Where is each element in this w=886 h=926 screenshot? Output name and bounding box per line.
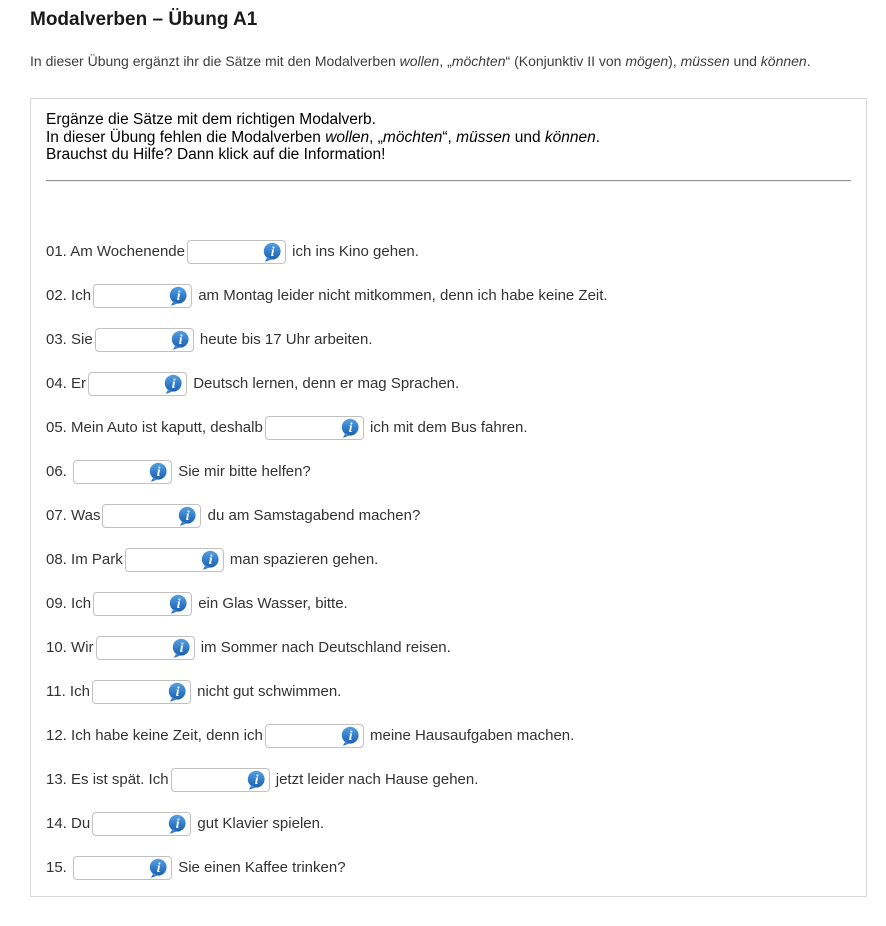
- info-icon-button[interactable]: [163, 374, 183, 394]
- answer-blank: [92, 812, 191, 836]
- info-icon-button[interactable]: [170, 330, 190, 350]
- item-number: 13.: [46, 770, 67, 788]
- item-number: 09.: [46, 594, 67, 612]
- answer-blank: [92, 680, 191, 704]
- item-text-before: Ich: [71, 594, 92, 612]
- item-text-after: jetzt leider nach Hause gehen.: [275, 770, 479, 788]
- info-icon-button[interactable]: [171, 638, 191, 658]
- exercise-item-row: [46, 856, 851, 880]
- answer-blank: [187, 240, 286, 264]
- item-text-after: ein Glas Wasser, bitte.: [198, 594, 348, 612]
- answer-blank: [265, 416, 364, 440]
- info-i-glyph: i: [186, 507, 190, 523]
- info-icon-button[interactable]: [167, 682, 187, 702]
- instruction-verb: wollen: [325, 128, 370, 146]
- answer-blank: [125, 548, 224, 572]
- info-i-glyph: i: [175, 815, 180, 831]
- instruction-text: In dieser Übung fehlen die Modalverben: [46, 128, 326, 146]
- item-number: 06.: [46, 462, 67, 480]
- info-balloon-icon: [148, 858, 168, 878]
- instruction-line-2: [46, 129, 851, 147]
- item-number: 07.: [46, 506, 67, 524]
- answer-blank: [95, 328, 194, 352]
- item-text-after: nicht gut schwimmen.: [197, 682, 342, 700]
- item-text-after: ich ins Kino gehen.: [292, 242, 419, 260]
- item-text-after: Deutsch lernen, denn er mag Sprachen.: [193, 374, 460, 392]
- info-icon-button[interactable]: [168, 594, 188, 614]
- exercise-item-row: [46, 240, 851, 264]
- answer-blank: [73, 460, 172, 484]
- info-i-glyph: i: [348, 727, 353, 743]
- page-title: Modalverben – Übung A1: [30, 9, 258, 30]
- intro-text: “ (Konjunktiv II von: [505, 53, 626, 69]
- answer-blank: [171, 768, 270, 792]
- info-i-glyph: i: [254, 771, 259, 787]
- instruction-verb: können: [544, 128, 596, 146]
- info-balloon-icon: [168, 286, 188, 306]
- item-text-before: Er: [71, 374, 87, 392]
- item-number: 08.: [46, 550, 67, 568]
- exercise-item-row: [46, 636, 851, 660]
- item-number: 01.: [46, 242, 67, 260]
- info-i-glyph: i: [171, 375, 176, 391]
- instruction-verb: möchten: [382, 128, 443, 146]
- instruction-text: .: [595, 128, 601, 146]
- intro-verb: wollen: [399, 53, 440, 69]
- answer-blank: [265, 724, 364, 748]
- intro-text: .: [806, 53, 811, 69]
- info-icon-button[interactable]: [177, 506, 197, 526]
- exercise-item-row: [46, 680, 851, 704]
- item-number: 03.: [46, 330, 67, 348]
- item-text-after: am Montag leider nicht mitkommen, denn ich habe keine Zeit.: [198, 286, 608, 304]
- info-balloon-icon: [171, 638, 191, 658]
- info-balloon-icon: [168, 594, 188, 614]
- item-text-after: Sie mir bitte helfen?: [178, 462, 311, 480]
- exercise-item-row: [46, 724, 851, 748]
- item-text-after: meine Hausaufgaben machen.: [370, 726, 575, 744]
- item-text-before: Du: [71, 814, 91, 832]
- info-icon-button[interactable]: [148, 858, 168, 878]
- instruction-text: und: [510, 128, 545, 146]
- intro-verb: können: [760, 53, 807, 69]
- exercise-instructions: [46, 111, 851, 164]
- info-balloon-icon: [177, 506, 197, 526]
- info-icon-button[interactable]: [246, 770, 266, 790]
- info-icon-button[interactable]: [340, 726, 360, 746]
- info-balloon-icon: [340, 726, 360, 746]
- item-text-before: Ich: [71, 286, 92, 304]
- intro-text: und: [729, 53, 761, 69]
- info-i-glyph: i: [270, 243, 275, 259]
- instruction-text: , „: [369, 128, 383, 146]
- item-text-before: Mein Auto ist kaputt, deshalb: [71, 418, 263, 436]
- item-number: 02.: [46, 286, 67, 304]
- intro-text: In dieser Übung ergänzt ihr die Sätze mit den Modalverben: [30, 53, 400, 69]
- info-i-glyph: i: [156, 859, 161, 875]
- item-text-after: du am Samstagabend machen?: [207, 506, 421, 524]
- intro-verb: müssen: [680, 53, 730, 69]
- info-i-glyph: i: [176, 595, 181, 611]
- item-text-after: gut Klavier spielen.: [197, 814, 325, 832]
- exercise-item-row: [46, 768, 851, 792]
- item-text-before: Es ist spät. Ich: [71, 770, 169, 788]
- item-text-before: Ich habe keine Zeit, denn ich: [71, 726, 263, 744]
- item-text-before: Ich: [69, 682, 90, 700]
- intro-text: ),: [668, 53, 681, 69]
- info-i-glyph: i: [175, 683, 180, 699]
- exercise-box: [30, 98, 867, 897]
- exercise-item-row: [46, 284, 851, 308]
- answer-blank: [93, 284, 192, 308]
- exercise-item-row: [46, 548, 851, 572]
- info-balloon-icon: [167, 814, 187, 834]
- exercise-items: [46, 240, 851, 880]
- exercise-item-row: [46, 460, 851, 484]
- info-i-glyph: i: [156, 463, 161, 479]
- instruction-line-1: Ergänze die Sätze mit dem richtigen Modalverb.: [46, 111, 376, 128]
- item-text-after: man spazieren gehen.: [229, 550, 379, 568]
- exercise-item-row: [46, 416, 851, 440]
- item-number: 11.: [46, 682, 66, 700]
- page-intro: [30, 48, 867, 74]
- item-text-before: Sie: [71, 330, 93, 348]
- item-text-before: Was: [71, 506, 101, 524]
- intro-verb: mögen: [625, 53, 669, 69]
- item-number: 05.: [46, 418, 67, 436]
- item-number: 15.: [46, 858, 67, 876]
- instruction-line-3: Brauchst du Hilfe? Dann klick auf die Information!: [46, 146, 386, 163]
- item-number: 12.: [46, 726, 67, 744]
- item-text-before: Wir: [71, 638, 94, 656]
- exercise-item-row: [46, 328, 851, 352]
- exercise-item-row: [46, 592, 851, 616]
- item-number: 10.: [46, 638, 67, 656]
- item-number: 04.: [46, 374, 67, 392]
- item-number: 14.: [46, 814, 67, 832]
- divider: [46, 180, 851, 182]
- info-balloon-icon: [148, 462, 168, 482]
- item-text-after: ich mit dem Bus fahren.: [370, 418, 528, 436]
- info-i-glyph: i: [178, 331, 183, 347]
- answer-blank: [88, 372, 187, 396]
- info-balloon-icon: [262, 242, 282, 262]
- info-balloon-icon: [167, 682, 187, 702]
- info-icon-button[interactable]: [200, 550, 220, 570]
- instruction-text: “,: [442, 128, 457, 146]
- info-balloon-icon: [246, 770, 266, 790]
- item-text-after: im Sommer nach Deutschland reisen.: [200, 638, 451, 656]
- info-balloon-icon: [200, 550, 220, 570]
- info-i-glyph: i: [208, 551, 213, 567]
- info-balloon-icon: [163, 374, 183, 394]
- instruction-verb: müssen: [456, 128, 511, 146]
- info-icon-button[interactable]: [262, 242, 282, 262]
- item-text-after: heute bis 17 Uhr arbeiten.: [199, 330, 373, 348]
- answer-blank: [73, 856, 172, 880]
- info-icon-button[interactable]: [340, 418, 360, 438]
- info-balloon-icon: [170, 330, 190, 350]
- info-balloon-icon: [340, 418, 360, 438]
- item-text-after: Sie einen Kaffee trinken?: [178, 858, 346, 876]
- info-i-glyph: i: [179, 639, 184, 655]
- exercise-item-row: [46, 372, 851, 396]
- exercise-item-row: [46, 504, 851, 528]
- info-icon-button[interactable]: [148, 462, 168, 482]
- info-icon-button[interactable]: [168, 286, 188, 306]
- answer-blank: [96, 636, 195, 660]
- info-i-glyph: i: [176, 287, 181, 303]
- item-text-before: Im Park: [71, 550, 123, 568]
- answer-blank: [93, 592, 192, 616]
- info-icon-button[interactable]: [167, 814, 187, 834]
- intro-verb: möchten: [451, 53, 506, 69]
- answer-blank: [102, 504, 201, 528]
- intro-text: , „: [439, 53, 452, 69]
- item-text-before: Am Wochenende: [70, 242, 185, 260]
- info-i-glyph: i: [348, 419, 353, 435]
- exercise-item-row: [46, 812, 851, 836]
